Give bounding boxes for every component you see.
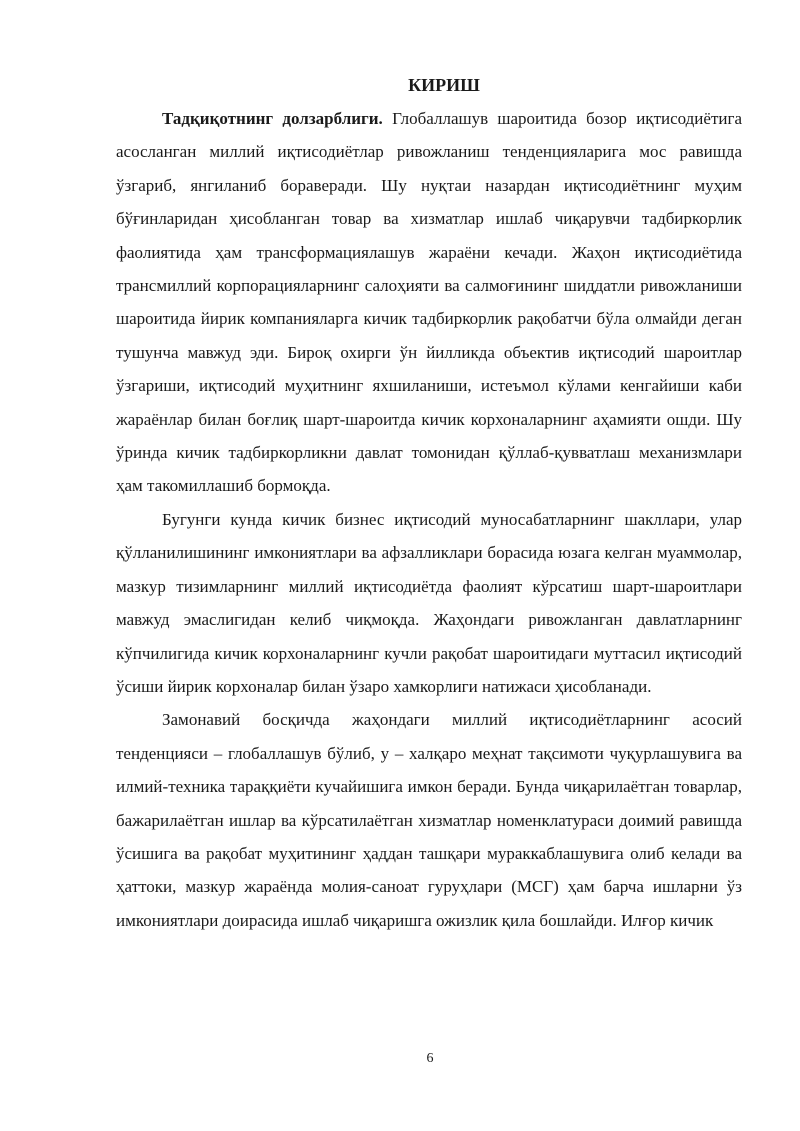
page-number: 6 (426, 1051, 434, 1066)
paragraph-small-business: Бугунги кунда кичик бизнес иқтисодий муносабатларнинг шакллари, улар қўлланилишининг имкониятлари ва афзалликлари борасида юзага келган муаммолар, мазкур тизимларнинг миллий иқтисодиётда фаолият кўрсатиш шарт-шароитлари мавжуд эмаслигидан келиб чиқмоқда. Жаҳондаги ривожланган давлатларнинг кўпчилигида кичик корхоналарнинг кучли рақобат шароитидаги муттасил иқтисодий ўсиши йирик корхоналар билан ўзаро хамкорлиги натижаси ҳисобланади. (116, 509, 742, 696)
paragraph-relevance (116, 102, 742, 503)
paragraph-globalization: Замонавий босқичда жаҳондаги миллий иқтисодиётларнинг асосий тенденцияси – глобаллашув бўлиб, у – халқаро меҳнат тақсимоти чуқурлашувига ва илмий-техника тараққиёти кучайишига имкон беради. Бунда чиқарилаётган товарлар, бажарилаётган ишлар ва кўрсатилаётган хизматлар номенклатураси доимий равишда ўсишига ва рақобат муҳитининг ҳаддан ташқари мураккаблашувига олиб келади ва ҳаттоки, мазкур жараёнда молия-саноат гуруҳлари (МСГ) ҳам барча ишларни ўз имкониятлари доирасида ишлаб чиқаришга ожизлик қила бошлайди. Илғор кичик (116, 710, 742, 930)
document-page (116, 68, 742, 937)
paragraph-text: Глобаллашув шароитида бозор иқтисодиётига асосланган миллий иқтисодиётлар ривожланиш тенденцияларига мос равишда ўзгариб, янгиланиб бораверади. Шу нуқтаи назардан иқтисодиётнинг муҳим бўғинларидан ҳисобланган товар ва хизматлар ишлаб чиқарувчи тадбиркорлик фаолиятида ҳам трансформациялашув жараёни кечади. Жаҳон иқтисодиётида трансмиллий корпорацияларнинг салоҳияти ва салмоғининг шиддатли ривожланиши шароитида йирик компанияларга кичик тадбиркорлик рақобатчи бўла олмайди деган тушунча мавжуд эди. Бироқ охирги ўн йилликда объектив иқтисодий шароитлар ўзгариши, иқтисодий муҳитнинг яхшиланиши, истеъмол кўлами кенгайиши каби жараёнлар билан боғлиқ шарт-шароитда кичик корхоналарнинг аҳамияти ошди. Шу ўринда кичик тадбиркорликни давлат томонидан қўллаб-қувватлаш механизмлари ҳам такомиллашиб бормоқда. (116, 109, 742, 496)
paragraph-lead: Тадқиқотнинг долзарблиги. (162, 109, 383, 128)
section-heading: КИРИШ (408, 75, 480, 95)
